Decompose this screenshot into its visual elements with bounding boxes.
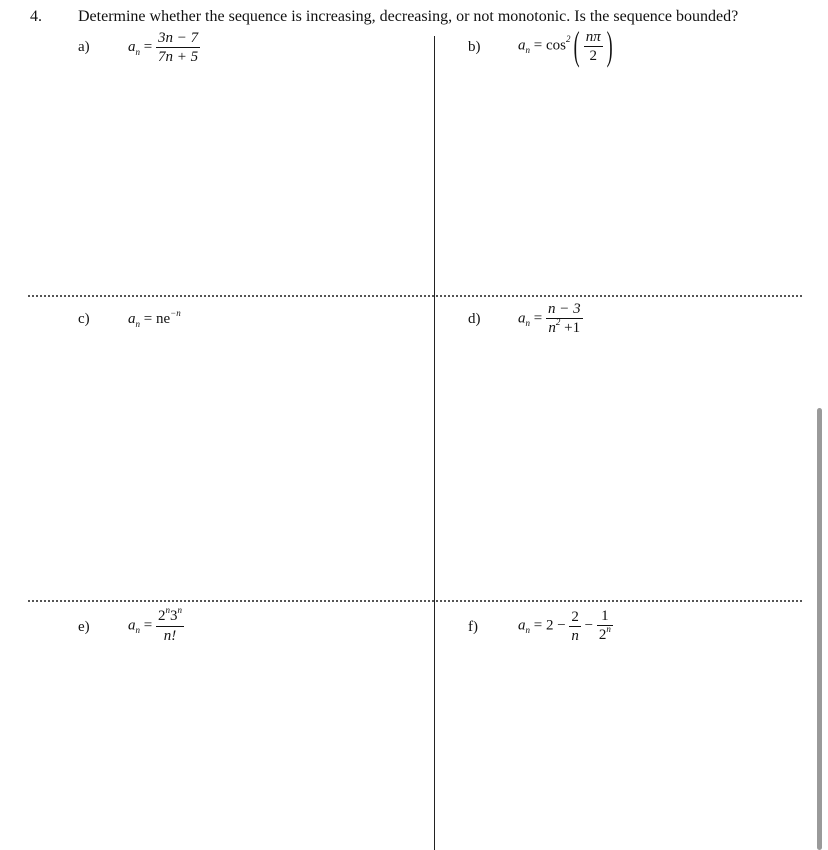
vertical-scrollbar[interactable] — [817, 408, 822, 850]
part-d-formula: $a_n$ = $\frac{n - 3}{n^2 +1}$ — [518, 301, 581, 336]
part-f-label: f) — [468, 619, 478, 635]
vertical-divider — [434, 36, 435, 850]
part-f-frac2-denominator: 2$^n$ — [598, 624, 611, 643]
part-e-denominator: n! — [163, 628, 177, 644]
horizontal-divider-2 — [28, 600, 802, 603]
part-a-denominator: 7n + 5 — [157, 49, 199, 65]
part-f-frac1-denominator: n — [571, 627, 579, 644]
part-b-formula: $a_n = \cos^2$( $\frac{n\pi}{2}$ ) — [518, 23, 613, 68]
part-a-numerator: 3n − 7 — [157, 30, 199, 46]
part-b-label: b) — [468, 39, 481, 55]
part-a-formula: $a_n$ = $\frac{3n - 7}{7n + 5}$ — [128, 30, 199, 65]
part-f-frac1-numerator: 2 — [571, 608, 579, 625]
part-f-formula: $a_n = 2$ − $\frac{2}{n}$ − $\frac{1}{2^n}$ — [518, 608, 611, 644]
part-c-formula: $a_n = ne^{-n}$ — [128, 308, 181, 329]
part-d-label: d) — [468, 311, 481, 327]
part-b-denominator: 2 — [589, 47, 598, 64]
part-a-label: a) — [78, 39, 90, 55]
part-c-label: c) — [78, 311, 90, 327]
question-prompt: Determine whether the sequence is increasing, decreasing, or not monotonic. Is the sequence bounded? — [78, 8, 739, 25]
part-e-label: e) — [78, 619, 90, 635]
part-e-numerator: 2$^n$3$^n$ — [156, 607, 184, 627]
part-f-frac2-numerator: 1 — [597, 607, 613, 626]
horizontal-divider-1 — [28, 295, 802, 298]
part-d-denominator: $n^2 +1$ — [548, 317, 581, 336]
question-number: 4. — [30, 8, 42, 25]
part-b-numerator: nπ — [585, 28, 601, 45]
part-e-formula: $a_n$ = $\frac{2^n3^n}{n!}$ — [128, 605, 182, 644]
part-d-numerator: n − 3 — [547, 301, 581, 317]
